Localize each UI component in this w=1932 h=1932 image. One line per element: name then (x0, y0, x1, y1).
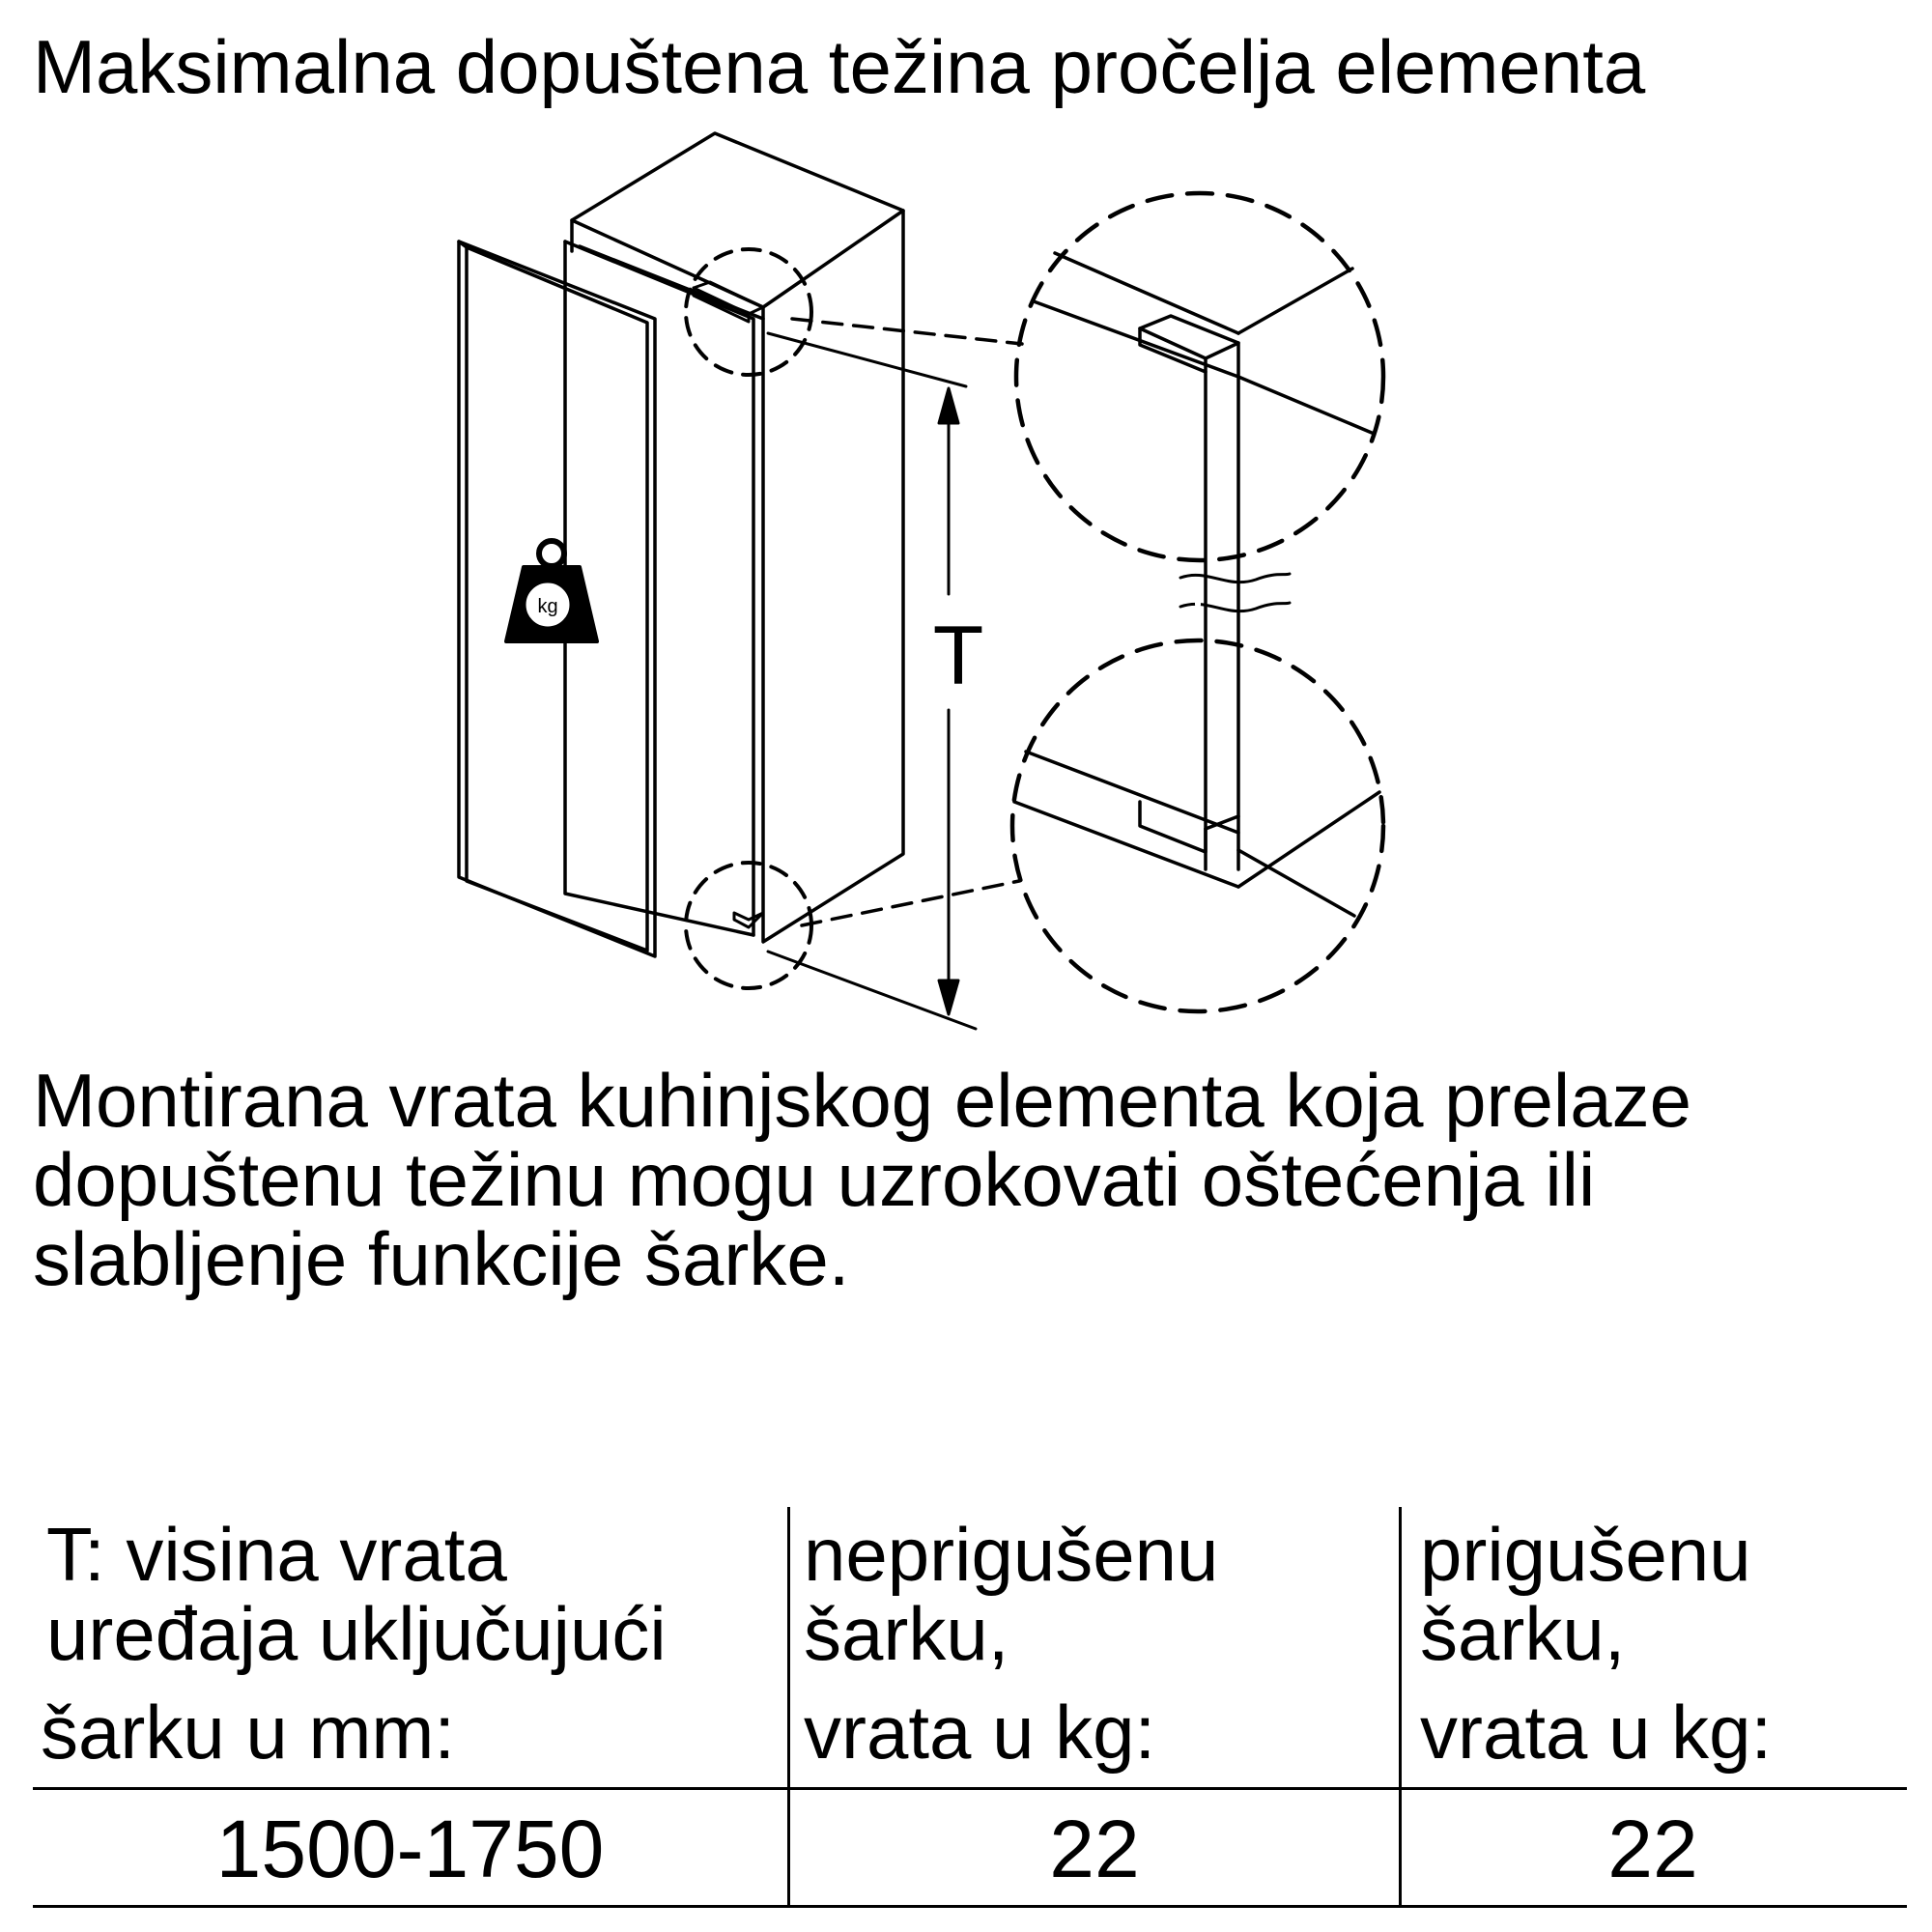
appliance-cabinet (565, 133, 903, 942)
table-header-height: T: visina vrata uređaja uključujući šarku u mm: (41, 1512, 667, 1775)
description-line: dopuštenu težinu mogu uzrokovati oštećenja ili (33, 1137, 1596, 1222)
break-mark (1180, 574, 1290, 611)
height-label-t: T (932, 610, 984, 702)
table-header-damped: prigušenu šarku, vrata u kg: (1420, 1512, 1773, 1775)
installation-diagram (0, 116, 1932, 1063)
description-line: Montirana vrata kuhinjskog elementa koja prelaze (33, 1058, 1691, 1143)
table-bottom-rule (33, 1905, 1907, 1908)
page-title: Maksimalna dopuštena težina pročelja elementa (33, 24, 1646, 109)
weight-icon-label: kg (537, 596, 558, 617)
bottom-hinge-detail (1012, 640, 1383, 1011)
weight-icon (506, 541, 597, 641)
detail-connector-lines (792, 319, 1022, 925)
description-line: slabljenje funkcije šarke. (33, 1216, 850, 1301)
table-header-undamped: neprigušenu šarku, vrata u kg: (804, 1512, 1219, 1775)
warning-description (33, 1058, 1907, 1301)
table-cell-height-range: 1500-1750 (215, 1804, 605, 1894)
table-cell-undamped-weight: 22 (1049, 1804, 1140, 1894)
detail-marker-circles (686, 249, 811, 988)
table-cell-damped-weight: 22 (1607, 1804, 1698, 1894)
table-header-rule (33, 1787, 1907, 1790)
